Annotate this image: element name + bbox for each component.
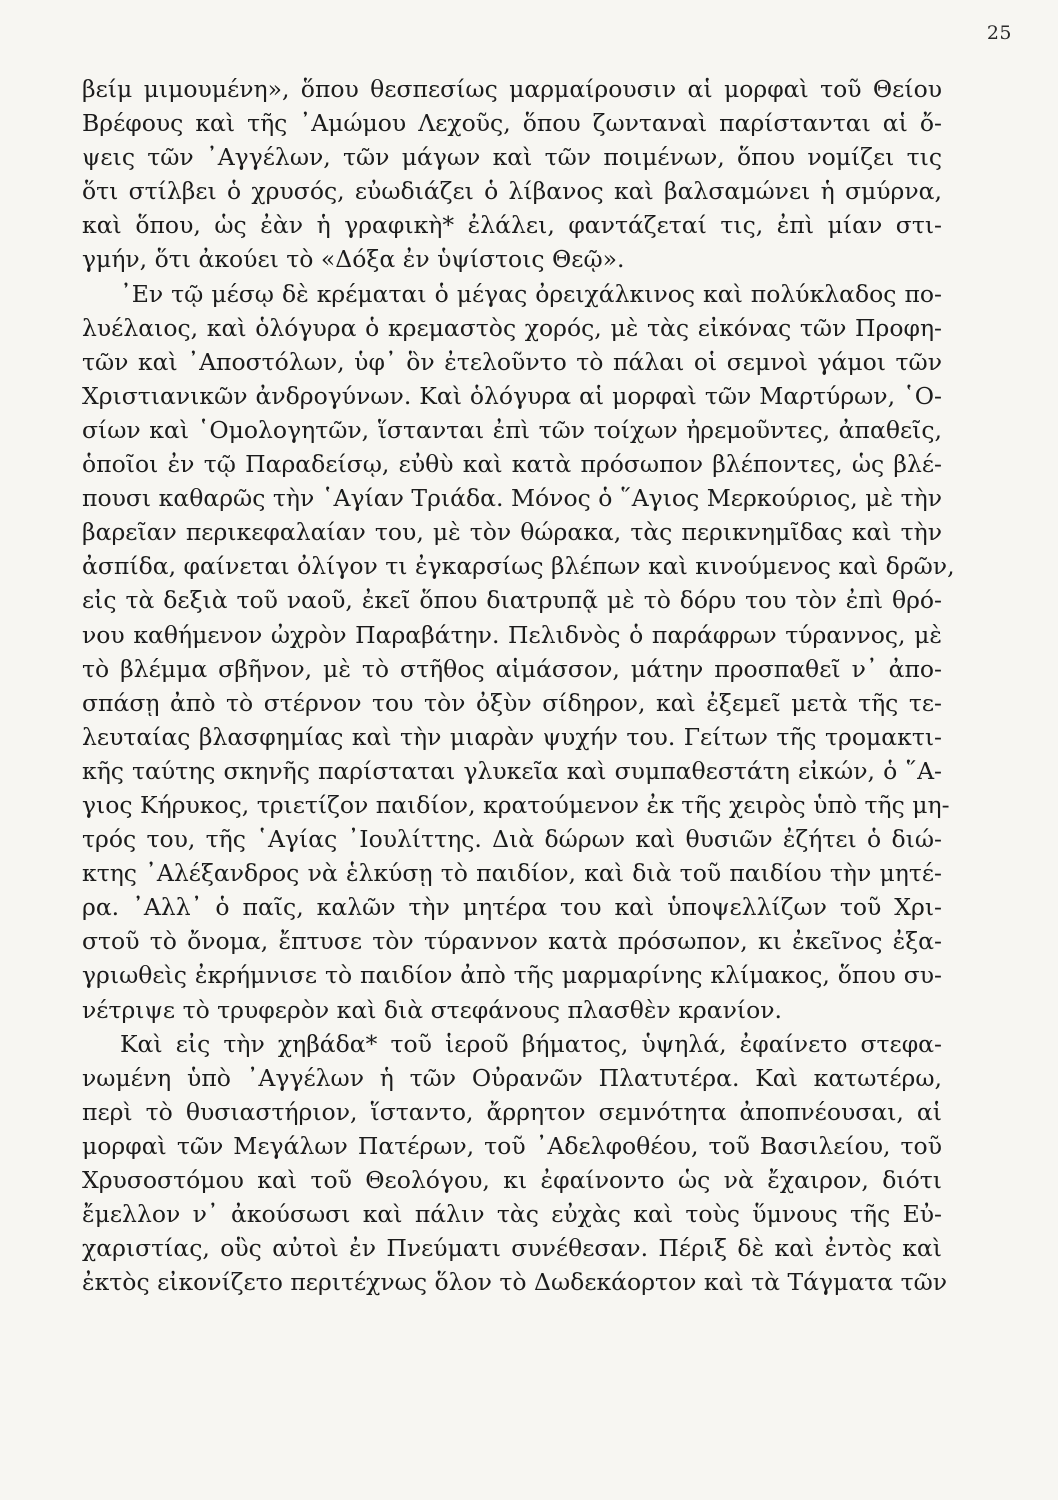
text-line: Χρυσοστόμου καὶ τοῦ Θεολόγου, κι ἐφαίνοντο ὡς νὰ ἔχαιρον, διότι bbox=[82, 1166, 942, 1194]
text-line: περὶ τὸ θυσιαστήριον, ἵσταντο, ἄρρητον σεμνότητα ἀποπνέουσαι, αἱ bbox=[82, 1097, 942, 1126]
paragraph-1 bbox=[82, 72, 942, 277]
text-line: τρός του, τῆς ῾Αγίας ᾿Ιουλίττης. Διὰ δώρων καὶ θυσιῶν ἐζήτει ὁ διώ- bbox=[82, 825, 942, 854]
text-line: σίων καὶ ῾Ομολογητῶν, ἵστανται ἐπὶ τῶν τοίχων ἠρεμοῦντες, ἀπαθεῖς, bbox=[82, 415, 942, 444]
text-line: μορφαὶ τῶν Μεγάλων Πατέρων, τοῦ ᾿Αδελφοθέου, τοῦ Βασιλείου, τοῦ bbox=[82, 1131, 942, 1160]
text-line: ᾿Εν τῷ μέσῳ δὲ κρέμαται ὁ μέγας ὀρειχάλκινος καὶ πολύκλαδος πο- bbox=[120, 279, 942, 308]
text-line: νέτριψε τὸ τρυφερὸν καὶ διὰ στεφάνους πλασθὲν κρανίον. bbox=[82, 995, 783, 1024]
text-line: κτης ᾿Αλέξανδρος νὰ ἑλκύσῃ τὸ παιδίον, καὶ διὰ τοῦ παιδίου τὴν μητέ- bbox=[82, 859, 942, 888]
paragraph-2 bbox=[82, 277, 955, 1027]
text-line: νου καθήμενον ὠχρὸν Παραβάτην. Πελιδνὸς ὁ παράφρων τύραννος, μὲ bbox=[82, 620, 942, 649]
text-line: Καὶ εἰς τὴν χηβάδα* τοῦ ἱεροῦ βήματος, ὑψηλά, ἐφαίνετο στεφα- bbox=[120, 1029, 942, 1058]
body-text bbox=[82, 72, 955, 1299]
text-line: καὶ ὅπου, ὡς ἐὰν ἡ γραφικὴ* ἐλάλει, φαντάζεταί τις, ἐπὶ μίαν στι- bbox=[82, 211, 942, 240]
text-line: Χριστιανικῶν ἀνδρογύνων. Καὶ ὁλόγυρα αἱ μορφαὶ τῶν Μαρτύρων, ῾Ο- bbox=[82, 381, 942, 410]
text-line: ὅτι στίλβει ὁ χρυσός, εὐωδιάζει ὁ λίβανος καὶ βαλσαμώνει ἡ σμύρνα, bbox=[82, 177, 942, 206]
text-line: ὁποῖοι ἐν τῷ Παραδείσῳ, εὐθὺ καὶ κατὰ πρόσωπον βλέποντες, ὡς βλέ- bbox=[82, 450, 942, 479]
text-line: λευταίας βλασφημίας καὶ τὴν μιαρὰν ψυχήν του. Γείτων τῆς τρομακτι- bbox=[82, 722, 942, 751]
page-number: 25 bbox=[986, 22, 1012, 44]
text-line: ἀσπίδα, φαίνεται ὀλίγον τι ἐγκαρσίως βλέπων καὶ κινούμενος καὶ δρῶν, bbox=[82, 552, 955, 581]
text-line: τῶν καὶ ᾿Αποστόλων, ὑφ᾿ ὃν ἐτελοῦντο τὸ πάλαι οἱ σεμνοὶ γάμοι τῶν bbox=[82, 347, 942, 376]
paragraph-3 bbox=[82, 1027, 948, 1300]
text-line: κῆς ταύτης σκηνῆς παρίσταται γλυκεῖα καὶ συμπαθεστάτη εἰκών, ὁ ῞Α- bbox=[82, 756, 942, 785]
text-line: γιος Κήρυκος, τριετίζον παιδίον, κρατούμενον ἐκ τῆς χειρὸς ὑπὸ τῆς μη- bbox=[82, 790, 950, 819]
text-line: ρα. ᾿Αλλ᾿ ὁ παῖς, καλῶν τὴν μητέρα του καὶ ὑποψελλίζων τοῦ Χρι- bbox=[82, 893, 942, 922]
text-line: βείμ μιμουμένη», ὅπου θεσπεσίως μαρμαίρουσιν αἱ μορφαὶ τοῦ Θείου bbox=[82, 75, 942, 103]
text-line: νωμένη ὑπὸ ᾿Αγγέλων ἡ τῶν Οὐρανῶν Πλατυτέρα. Καὶ κατωτέρω, bbox=[82, 1063, 942, 1092]
text-line: ἐκτὸς εἰκονίζετο περιτέχνως ὅλον τὸ Δωδεκάορτον καὶ τὰ Τάγματα τῶν bbox=[82, 1268, 948, 1297]
text-line: Βρέφους καὶ τῆς ᾿Αμώμου Λεχοῦς, ὅπου ζωνταναὶ παρίστανται αἱ ὄ- bbox=[82, 109, 942, 138]
text-line: χαριστίας, οὓς αὐτοὶ ἐν Πνεύματι συνέθεσαν. Πέριξ δὲ καὶ ἐντὸς καὶ bbox=[82, 1234, 942, 1263]
text-line: στοῦ τὸ ὄνομα, ἔπτυσε τὸν τύραννον κατὰ πρόσωπον, κι ἐκεῖνος ἐξα- bbox=[82, 927, 942, 956]
text-line: γμήν, ὅτι ἀκούει τὸ «Δόξα ἐν ὑψίστοις Θεῷ». bbox=[82, 245, 625, 274]
text-line: σπάσῃ ἀπὸ τὸ στέρνον του τὸν ὀξὺν σίδηρον, καὶ ἐξεμεῖ μετὰ τῆς τε- bbox=[82, 688, 942, 717]
text-line: πουσι καθαρῶς τὴν ῾Αγίαν Τριάδα. Μόνος ὁ ῞Αγιος Μερκούριος, μὲ τὴν bbox=[82, 484, 942, 513]
text-line: εἰς τὰ δεξιὰ τοῦ ναοῦ, ἐκεῖ ὅπου διατρυπᾷ μὲ τὸ δόρυ του τὸν ἐπὶ θρό- bbox=[82, 586, 942, 615]
text-line: τὸ βλέμμα σβῆνον, μὲ τὸ στῆθος αἱμάσσον, μάτην προσπαθεῖ ν᾿ ἀπο- bbox=[82, 654, 942, 683]
text-line: ψεις τῶν ᾿Αγγέλων, τῶν μάγων καὶ τῶν ποιμένων, ὅπου νομίζει τις bbox=[82, 143, 942, 172]
text-line: γριωθεὶς ἐκρήμνισε τὸ παιδίον ἀπὸ τῆς μαρμαρίνης κλίμακος, ὅπου συ- bbox=[82, 961, 942, 990]
text-line: λυέλαιος, καὶ ὁλόγυρα ὁ κρεμαστὸς χορός, μὲ τὰς εἰκόνας τῶν Προφη- bbox=[82, 313, 942, 342]
text-line: βαρεῖαν περικεφαλαίαν του, μὲ τὸν θώρακα, τὰς περικνημῖδας καὶ τὴν bbox=[82, 518, 942, 547]
text-line: ἔμελλον ν᾿ ἀκούσωσι καὶ πάλιν τὰς εὐχὰς καὶ τοὺς ὕμνους τῆς Εὐ- bbox=[82, 1200, 942, 1229]
